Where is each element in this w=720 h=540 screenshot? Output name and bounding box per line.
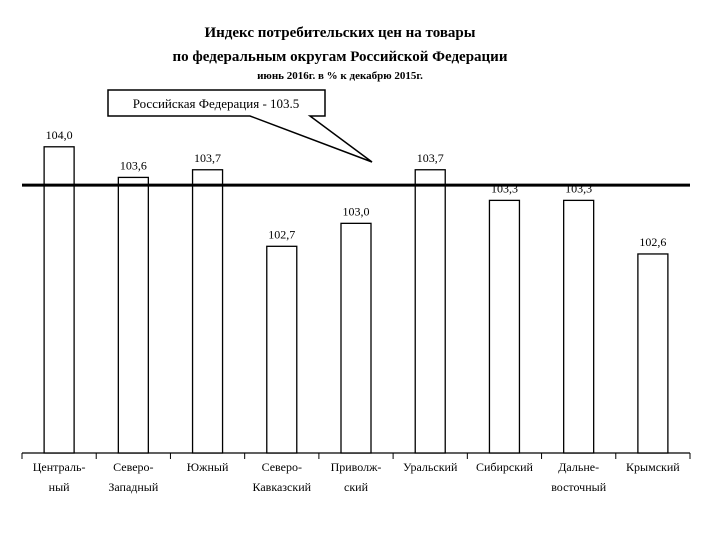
- category-label: Кавказский: [252, 480, 312, 494]
- bar: [341, 223, 371, 453]
- bar: [118, 177, 148, 453]
- data-label: 103,7: [194, 150, 222, 165]
- data-label: 102,6: [639, 234, 667, 249]
- bar: [193, 170, 223, 453]
- category-label: Северо-: [113, 460, 154, 474]
- data-label: 103,0: [342, 204, 370, 219]
- bar: [415, 170, 445, 453]
- data-label: 103,3: [565, 181, 593, 196]
- bar: [638, 254, 668, 453]
- category-label: Приволж-: [330, 460, 382, 474]
- category-label: Южный: [186, 460, 229, 474]
- bar: [564, 200, 594, 453]
- data-label: 102,7: [268, 227, 296, 242]
- category-label: восточный: [551, 480, 607, 494]
- category-label: Дальне-: [558, 460, 600, 474]
- data-label: 103,7: [416, 150, 444, 165]
- category-label: Крымский: [626, 460, 680, 474]
- category-label: Централь-: [32, 460, 86, 474]
- chart-title-line2: по федеральным округам Российской Федерации: [172, 49, 508, 65]
- data-label: 103,6: [119, 158, 147, 173]
- category-label: Сибирский: [475, 460, 533, 474]
- category-label: ский: [344, 480, 368, 494]
- category-label: Западный: [108, 480, 159, 494]
- chart-title-line1: Индекс потребительских цен на товары: [204, 25, 476, 41]
- reference-callout: [108, 90, 372, 162]
- category-label: Северо-: [261, 460, 302, 474]
- callout-label: Российская Федерация - 103.5: [132, 96, 300, 111]
- category-label: ный: [48, 480, 70, 494]
- plot-area: [22, 128, 690, 494]
- category-label: Уральский: [403, 460, 458, 474]
- data-label: 104,0: [45, 127, 73, 142]
- chart-title-line3: июнь 2016г. в % к декабрю 2015г.: [257, 70, 423, 82]
- data-label: 103,3: [490, 181, 518, 196]
- bar: [489, 200, 519, 453]
- bar: [44, 147, 74, 453]
- bar: [267, 246, 297, 453]
